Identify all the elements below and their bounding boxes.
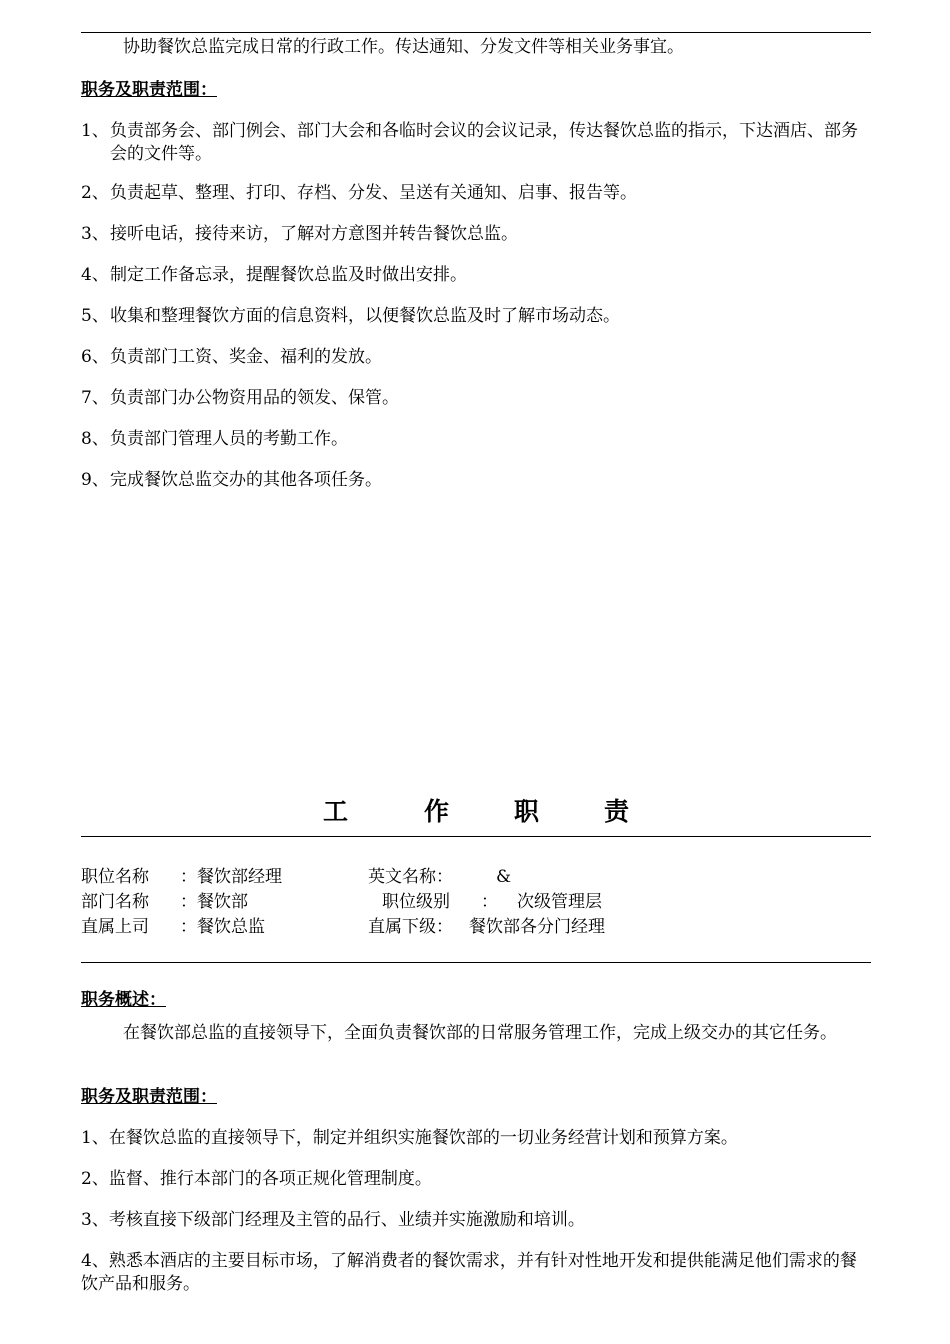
department-value: ：餐饮部 [180, 892, 248, 912]
list-text: 制定工作备忘录，提醒餐饮总监及时做出安排。 [110, 265, 467, 285]
list-text: 负责部务会、部门例会、部门大会和各临时会议的会议记录，传达餐饮总监的指示，下达酒店、部务会的文件等。 [110, 121, 858, 164]
duty-item: 1、在餐饮总监的直接领导下，制定并组织实施餐饮部的一切业务经营计划和预算方案。 [81, 1128, 738, 1148]
list-number: 6、 [81, 347, 109, 367]
list-item [81, 120, 871, 166]
intro-text: 协助餐饮总监完成日常的行政工作。传达通知、分发文件等相关业务事宜。 [123, 37, 684, 57]
level-value: 次级管理层 [517, 892, 602, 912]
list-item [81, 264, 871, 287]
subordinate-value: 餐饮部各分门经理 [469, 917, 605, 937]
list-item [81, 305, 871, 328]
page-title-char: 作 [424, 797, 450, 826]
list-item [81, 387, 871, 410]
page-title-char: 职 [514, 797, 540, 826]
duty-item: 3、考核直接下级部门经理及主管的品行、业绩并实施激励和培训。 [81, 1210, 585, 1230]
list-item [81, 346, 871, 369]
list-number: 4、 [81, 265, 109, 285]
title-rule [81, 836, 871, 837]
list-number: 5、 [81, 306, 109, 326]
list-number: 7、 [81, 388, 109, 408]
section-heading-duties-top: 职务及职责范围： [81, 80, 217, 100]
list-number: 3、 [81, 224, 109, 244]
list-text: 收集和整理餐饮方面的信息资料，以便餐饮总监及时了解市场动态。 [110, 306, 620, 326]
level-colon: ： [481, 892, 498, 912]
duty-item: 4、熟悉本酒店的主要目标市场，了解消费者的餐饮需求，并有针对性地开发和提供能满足他们需求的餐饮产品和服务。 [81, 1251, 857, 1294]
list-number: 1、 [81, 121, 109, 141]
list-text: 完成餐饮总监交办的其他各项任务。 [110, 470, 382, 490]
overview-text: 在餐饮部总监的直接领导下，全面负责餐饮部的日常服务管理工作，完成上级交办的其它任务。 [123, 1023, 837, 1043]
superior-label: 直属上司 [81, 917, 149, 937]
duty-item: 2、监督、推行本部门的各项正规化管理制度。 [81, 1169, 432, 1189]
position-label: 职位名称 [81, 867, 149, 887]
list-item [81, 182, 871, 205]
list-text: 负责部门工资、奖金、福利的发放。 [110, 347, 382, 367]
subordinate-label: 直属下级： [368, 917, 453, 937]
page-title-char: 责 [604, 797, 630, 826]
department-label: 部门名称 [81, 892, 149, 912]
list-item [81, 223, 871, 246]
english-name-value: & [496, 867, 512, 887]
list-text: 接听电话，接待来访，了解对方意图并转告餐饮总监。 [110, 224, 518, 244]
section-heading-duties: 职务及职责范围： [81, 1087, 217, 1107]
position-value: ：餐饮部经理 [180, 867, 282, 887]
list-text: 负责部门管理人员的考勤工作。 [110, 429, 348, 449]
info-rule [81, 962, 871, 963]
list-text: 负责起草、整理、打印、存档、分发、呈送有关通知、启事、报告等。 [110, 183, 637, 203]
english-name-label: 英文名称： [368, 867, 453, 887]
list-number: 2、 [81, 183, 109, 203]
list-number: 8、 [81, 429, 109, 449]
list-number: 9、 [81, 470, 109, 490]
list-item [81, 469, 871, 492]
list-text: 负责部门办公物资用品的领发、保管。 [110, 388, 399, 408]
list-item [81, 428, 871, 451]
superior-value: ：餐饮总监 [180, 917, 265, 937]
overview-heading: 职务概述： [81, 990, 166, 1010]
level-label: 职位级别 [382, 892, 450, 912]
top-rule [81, 32, 871, 33]
page-title-char: 工 [323, 797, 349, 826]
